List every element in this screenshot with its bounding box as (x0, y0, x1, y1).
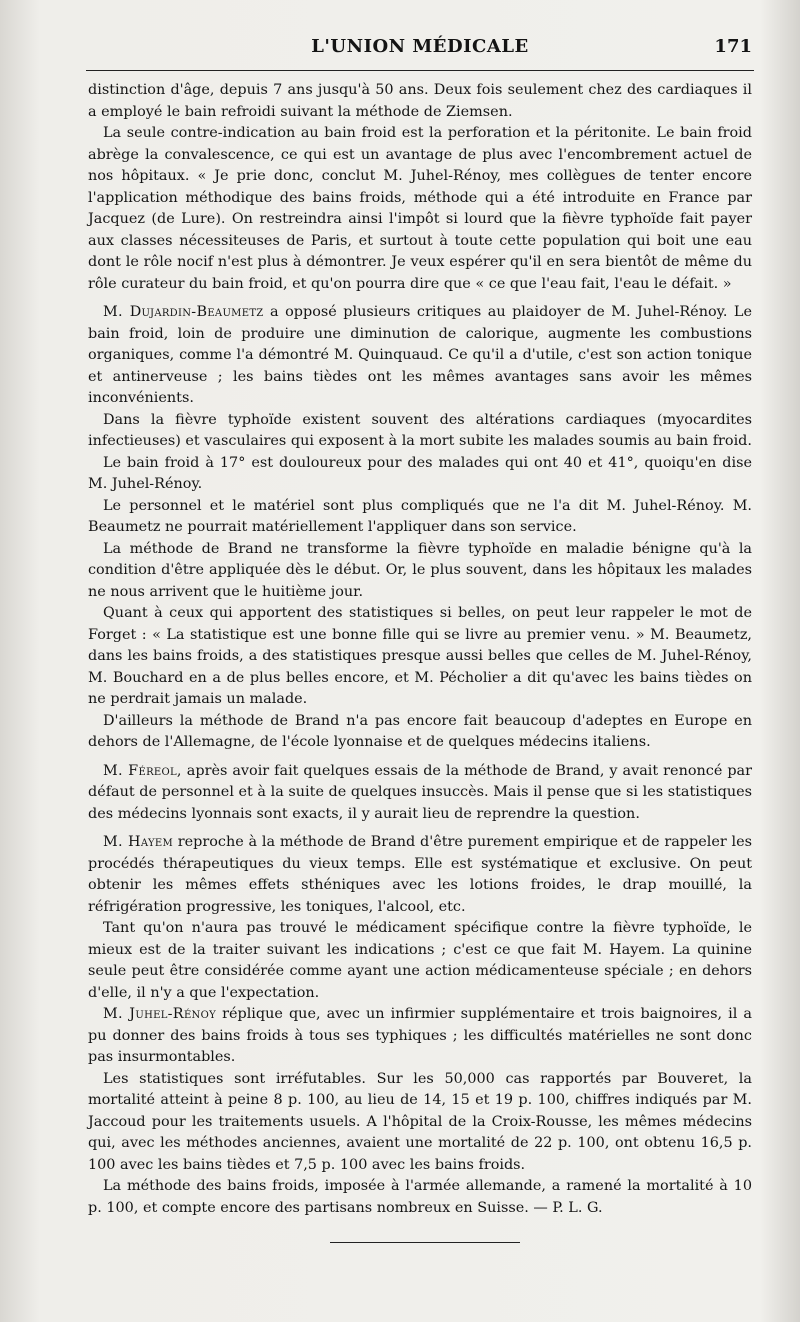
paragraph-15: La méthode des bains froids, imposée à l'armée allemande, a ramené la mortalité à 10 p. 100, et compte encore des partisans nombreux en Suisse. — P. L. G. (88, 1178, 752, 1216)
page-number: 171 (714, 36, 752, 57)
paragraph-9: D'ailleurs la méthode de Brand n'a pas encore fait beaucoup d'adeptes en Europe en dehors de l'Allemagne, de l'école lyonnaise et de quelques médecins italiens. (88, 712, 752, 750)
paragraph-12: Tant qu'on n'aura pas trouvé le médicament spécifique contre la fièvre typhoïde, le mieux est de la traiter suivant les indications ; c'est ce que fait M. Hayem. La quinine seule peut être considérée comme ayant une action médicamenteuse spéciale ; en dehors d'elle, il n'y a que l'expectation. (88, 920, 752, 1001)
header-rule (86, 70, 754, 71)
paragraph-5: Le bain froid à 17° est douloureux pour des malades qui ont 40 et 41°, quoiqu'en dise M. Juhel-Rénoy. (88, 454, 752, 492)
paragraph-11: M. Hayem reproche à la méthode de Brand d'être purement empirique et de rappeler les procédés thérapeutiques du vieux temps. Elle est systématique et exclusive. On peut obtenir les mêmes effets sthéniques avec les lotions froides, le drap mouillé, la réfrigération progressive, les toniques, l'alcool, etc. (88, 834, 753, 915)
paragraph-2: La seule contre-indication au bain froid est la perforation et la péritonite. Le bain froid abrège la convalescence, ce qui est un avantage de plus avec l'encombrement actuel de nos hôpitaux. « Je prie donc, conclut M. Juhel-Rénoy, mes collègues de tenter encore l'application méthodique des bains froids, méthode qui a été introduite en France par Jacquez (de Lure). On restreindra ainsi l'impôt si lourd que la fièvre typhoïde fait payer aux classes nécessiteuses de Paris, et surtout à toute cette population qui boit une eau dont le rôle nocif n'est plus à démontrer. Je veux espérer qu'il en sera bientôt de même du rôle curateur du bain froid, et qu'on pourra dire que « ce que l'eau fait, l'eau le défait. » (88, 125, 752, 292)
page-header (88, 36, 752, 66)
paragraph-13: M. Juhel-Rénoy réplique que, avec un infirmier supplémentaire et trois baignoires, il a pu donner des bains froids à tous ses typhiques ; les difficultés matérielles ne sont donc pas insurmontables. (88, 1006, 752, 1065)
speaker-name: M. Hayem (103, 834, 173, 850)
paragraph-7: La méthode de Brand ne transforme la fièvre typhoïde en maladie bénigne qu'à la condition d'être appliquée dès le début. Or, le plus souvent, dans les hôpitaux les malades ne nous arrivent que le huitième jour. (88, 540, 752, 600)
paragraph-4: Dans la fièvre typhoïde existent souvent des altérations cardiaques (myocardites infectieuses) et vasculaires qui exposent à la mort subite les malades soumis au bain froid. (88, 411, 752, 449)
paragraph-10: M. Féreol, après avoir fait quelques essais de la méthode de Brand, y avait renoncé par défaut de personnel et à la suite de quelques insuccès. Mais il pense que si les statistiques des médecins lyonnais sont exacts, il y aurait lieu de reprendre la question. (88, 762, 752, 822)
speaker-name: M. Dujardin-Beaumetz (103, 304, 264, 320)
paragraph-8: Quant à ceux qui apportent des statistiques si belles, on peut leur rappeler le mot de Forget : « La statistique est une bonne fille qui se livre au premier venu. » M. Beaumetz, dans les bains froids, a des statistiques presque aussi belles que celles de M. Juhel-Rénoy, M. Bouchard en a de plus belles encore, et M. Pécholier a dit qu'avec les bains tièdes on ne perdrait jamais un malade. (88, 605, 752, 707)
article-body (88, 80, 752, 1219)
closing-rule (330, 1242, 520, 1243)
paragraph-1: distinction d'âge, depuis 7 ans jusqu'à 50 ans. Deux fois seulement chez des cardiaques il a employé le bain refroidi suivant la méthode de Ziemsen. (88, 82, 752, 120)
running-title: L'UNION MÉDICALE (311, 36, 529, 57)
paragraph-3: M. Dujardin-Beaumetz a opposé plusieurs critiques au plaidoyer de M. Juhel-Rénoy. Le bain froid, loin de produire une diminution de calorique, augmente les combustions organiques, comme l'a démontré M. Quinquaud. Ce qu'il a d'utile, c'est son action tonique et antinerveuse ; les bains tièdes ont les mêmes avantages sans avoir les mêmes inconvénients. (88, 304, 753, 406)
speaker-name: M. Juhel-Rénoy (103, 1006, 216, 1022)
paragraph-6: Le personnel et le matériel sont plus compliqués que ne l'a dit M. Juhel-Rénoy. M. Beaumetz ne pourrait matériellement l'appliquer dans son service. (88, 497, 752, 535)
speaker-name: M. Féreol, (103, 762, 182, 779)
paragraph-14: Les statistiques sont irréfutables. Sur les 50,000 cas rapportés par Bouveret, la mortalité atteint à peine 8 p. 100, au lieu de 14, 15 et 19 p. 100, chiffres indiqués par M. Jaccoud pour les traitements usuels. A l'hôpital de la Croix-Rousse, les mêmes médecins qui, avec les méthodes anciennes, avaient une mortalité de 22 p. 100, ont obtenu 16,5 p. 100 avec les bains tièdes et 7,5 p. 100 avec les bains froids. (88, 1070, 752, 1173)
